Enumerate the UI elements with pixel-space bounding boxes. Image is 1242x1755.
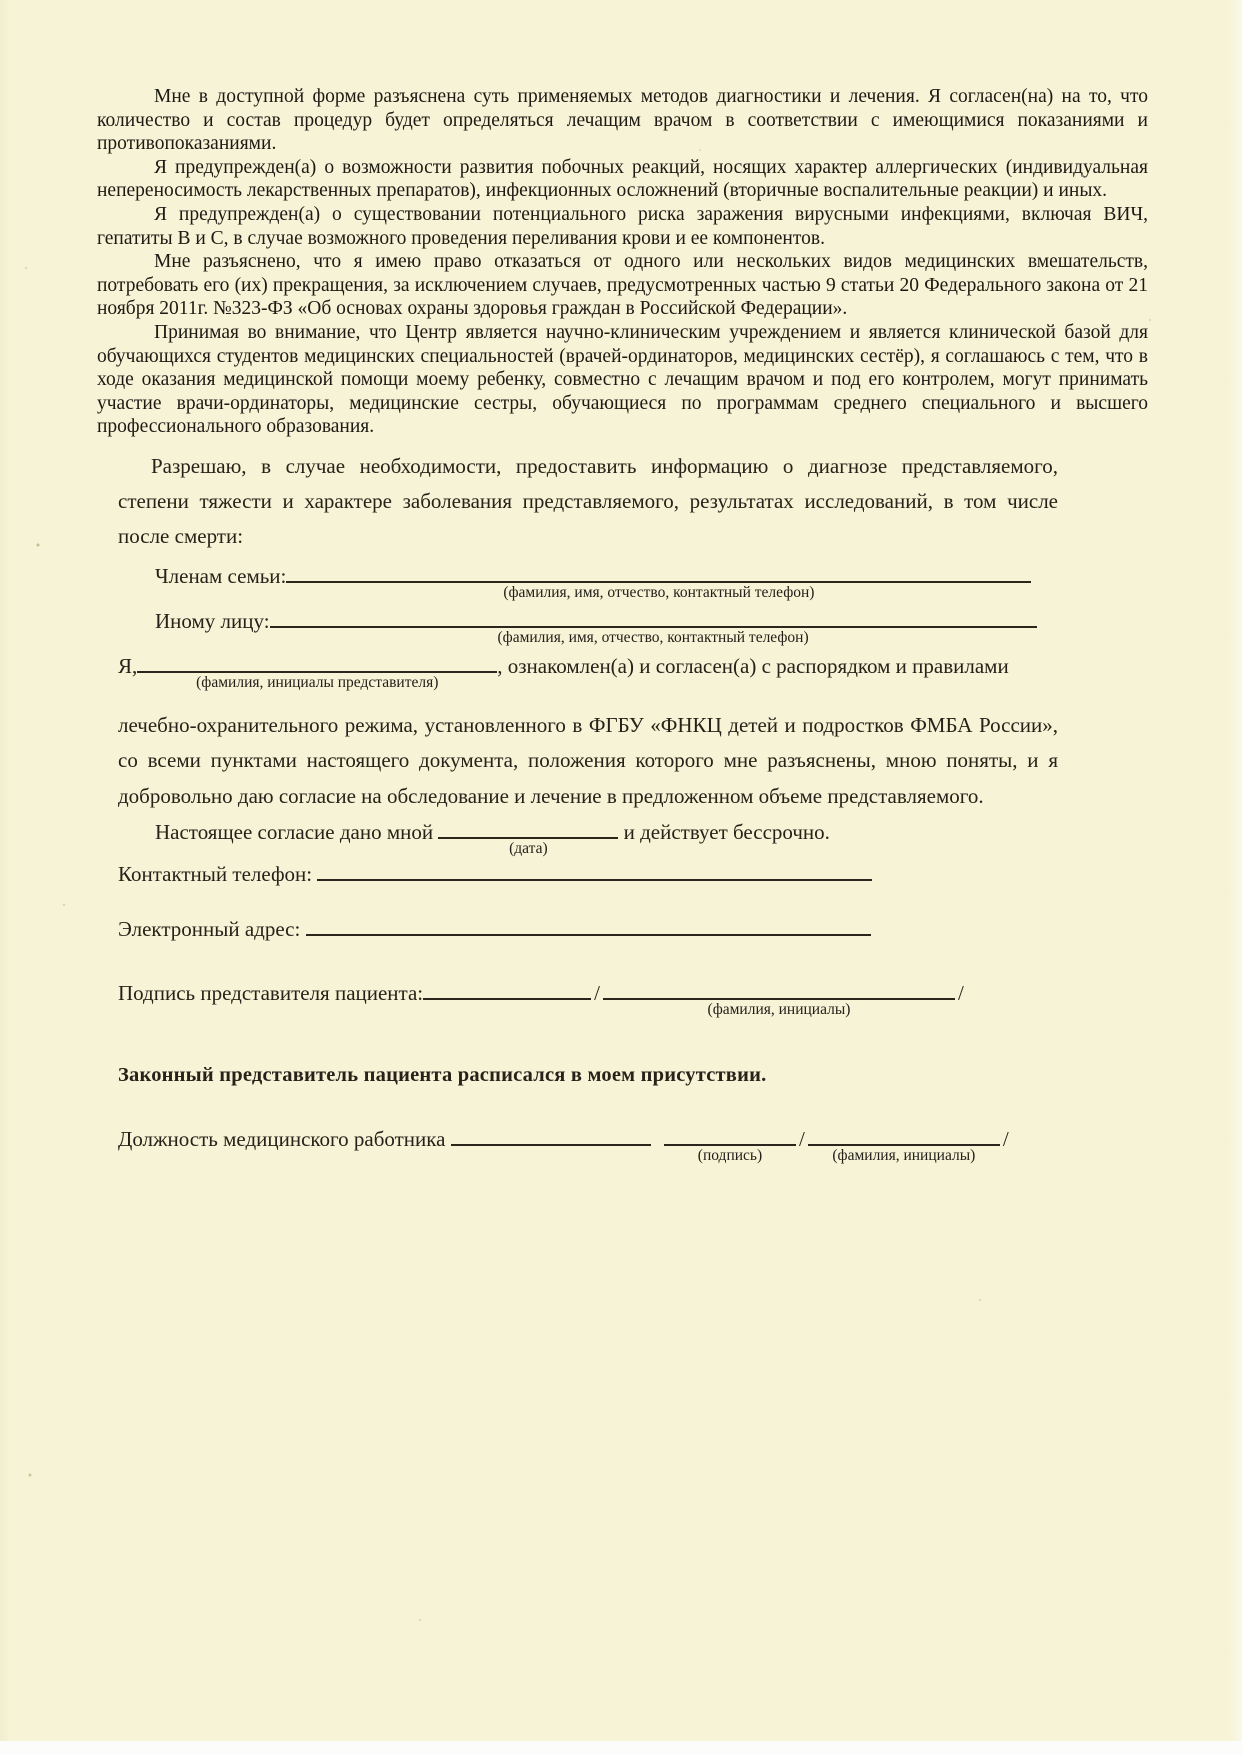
- consent-date-blank-line: [438, 837, 618, 858]
- medical-worker-name-caption: (фамилия, инициалы): [832, 1147, 976, 1165]
- medical-worker-name-blank-line: [808, 1144, 1000, 1165]
- medical-worker-position-blank-line: [451, 1144, 651, 1146]
- witness-statement: Законный представитель пациента расписался в моем присутствии.: [118, 1064, 767, 1087]
- declarant-row: [118, 652, 1058, 691]
- email-label: Электронный адрес:: [118, 917, 301, 942]
- declarant-name-blank-line: [137, 671, 497, 691]
- representative-signature-label: Подпись представителя пациента:: [118, 981, 424, 1006]
- medical-worker-signature-caption: (подпись): [697, 1147, 763, 1165]
- paragraph-side-effects-warning: Я предупрежден(а) о возможности развития побочных реакций, носящих характер аллергических (индивидуальная непереносимость лекарственных препаратов), инфекционных осложнений (вторичные воспалительные реакции) и иных.: [97, 156, 1148, 202]
- declarant-suffix-text: , ознакомлен(а) и согласен(а) с распорядком и правилами: [497, 653, 1009, 678]
- intro-paragraphs-section: [0, 0, 1242, 439]
- consent-date-caption: (дата): [509, 840, 548, 858]
- paragraph-information-disclosure-permission: Разрешаю, в случае необходимости, предоставить информацию о диагнозе представляемого, степени тяжести и характере заболевания представляемого, результатах исследований, в том числе после смерти:: [118, 453, 1058, 548]
- family-members-row: [118, 562, 1067, 601]
- representative-signature-row: [118, 979, 1058, 1019]
- consent-date-row: [118, 818, 1058, 858]
- representative-signature-blank-line: [423, 998, 591, 1000]
- email-row: [118, 915, 1058, 943]
- consent-prefix-text: Настоящее согласие дано мной: [155, 820, 434, 845]
- other-person-label: Иному лицу:: [155, 608, 270, 633]
- other-person-blank-line: [270, 626, 1037, 646]
- paragraph-infection-risk-warning: Я предупрежден(а) о существовании потенциального риска заражения вирусными инфекциями, включая ВИЧ, гепатиты В и С, в случае возможного проведения переливания крови и ее компонентов.: [97, 203, 1148, 249]
- medical-worker-position-label: Должность медицинского работника: [118, 1127, 446, 1152]
- representative-name-caption: (фамилия, инициалы): [707, 1001, 851, 1019]
- slash-separator: /: [1002, 1127, 1009, 1152]
- slash-separator: /: [798, 1127, 805, 1152]
- slash-separator: /: [594, 981, 600, 1006]
- declarant-label: Я,: [118, 653, 138, 678]
- medical-worker-signature-blank-line: [664, 1144, 796, 1165]
- contact-phone-label: Контактный телефон:: [118, 862, 313, 887]
- paragraph-clinical-training-consent: Принимая во внимание, что Центр является научно-клиническим учреждением и является клинической базой для обучающихся студентов медицинских специальностей (врачей-ординаторов, медицинских сестёр), я соглашаюсь с тем, что в ходе оказания медицинской помощи моему ребенку, совместно с лечащим врачом и под его контролем, могут принимать участие врачи-ординаторы, медицинские сестры, обучающиеся по программам среднего специального и высшего профессионального образования.: [97, 321, 1148, 438]
- paragraph-methods-explained: Мне в доступной форме разъяснена суть применяемых методов диагностики и лечения. Я согласен(на) на то, что количество и состав процедур будет определяться лечащим врачом в соответствии с имеющимися показаниями и противопоказаниями.: [97, 86, 1148, 155]
- contact-phone-row: [118, 860, 1058, 888]
- representative-name-blank-line: [603, 998, 955, 1019]
- other-person-row: [118, 607, 1067, 646]
- family-members-label: Членам семьи:: [155, 563, 287, 588]
- medical-worker-position-row: [118, 1125, 1058, 1165]
- declarant-caption: (фамилия, инициалы представителя): [196, 673, 439, 691]
- contact-phone-blank-line: [317, 879, 872, 881]
- form-section: [118, 449, 1058, 1165]
- family-members-blank-line: [286, 581, 1031, 601]
- paragraph-regime-agreement: лечебно-охранительного режима, установленного в ФГБУ «ФНКЦ детей и подростков ФМБА России», со всеми пунктами настоящего документа, положения которого мне разъяснены, мною поняты, и я добровольно даю согласие на обследование и лечение в предложенном объеме представляемого.: [118, 712, 1058, 808]
- email-blank-line: [306, 934, 871, 936]
- slash-separator: /: [957, 981, 964, 1006]
- paragraph-right-to-refuse: Мне разъяснено, что я имею право отказаться от одного или нескольких видов медицинских вмешательств, потребовать его (их) прекращения, за исключением случаев, предусмотренных частью 9 статьи 20 Федерального закона от 21 ноября 2011г. №323-ФЗ «Об основах охраны здоровья граждан в Российской Федерации».: [97, 251, 1148, 320]
- family-members-caption: (фамилия, имя, отчество, контактный телефон): [503, 583, 815, 601]
- other-person-caption: (фамилия, имя, отчество, контактный телефон): [497, 628, 809, 646]
- consent-suffix-text: и действует бессрочно.: [623, 820, 830, 845]
